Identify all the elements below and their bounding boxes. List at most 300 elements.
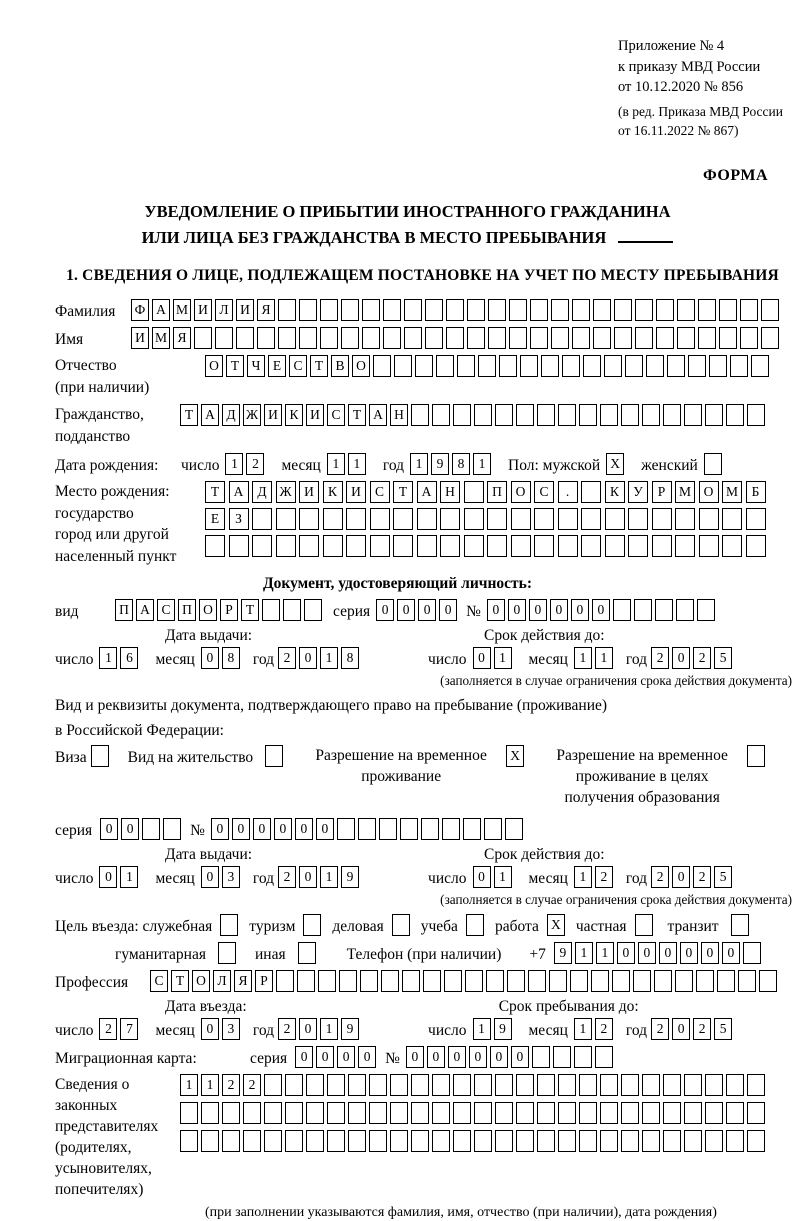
char-cell[interactable]: С	[157, 599, 175, 621]
doc-issue-month-field[interactable]	[201, 647, 243, 669]
char-cell[interactable]: Е	[268, 355, 286, 377]
residence-permit-checkbox[interactable]	[265, 745, 286, 767]
char-cell[interactable]	[516, 404, 534, 426]
purpose-work-checkbox[interactable]	[547, 914, 568, 936]
char-cell[interactable]	[222, 1130, 240, 1152]
char-cell[interactable]: Ж	[276, 481, 296, 503]
char-cell[interactable]: 1	[320, 647, 338, 669]
char-cell[interactable]	[453, 404, 471, 426]
char-cell[interactable]	[558, 535, 578, 557]
char-cell[interactable]	[463, 818, 481, 840]
char-cell[interactable]	[236, 327, 254, 349]
char-cell[interactable]: 5	[714, 866, 732, 888]
char-cell[interactable]	[509, 327, 527, 349]
char-cell[interactable]: 0	[680, 942, 698, 964]
char-cell[interactable]: 0	[295, 1046, 313, 1068]
char-cell[interactable]	[163, 818, 181, 840]
char-cell[interactable]	[257, 327, 275, 349]
permit-series-field[interactable]	[100, 818, 184, 840]
char-cell[interactable]	[722, 535, 742, 557]
char-cell[interactable]	[663, 1130, 681, 1152]
char-cell[interactable]: X	[506, 745, 524, 767]
purpose-humanitarian-checkbox[interactable]	[218, 942, 239, 964]
char-cell[interactable]: О	[205, 355, 223, 377]
char-cell[interactable]	[264, 1074, 282, 1096]
char-cell[interactable]	[635, 299, 653, 321]
char-cell[interactable]	[676, 599, 694, 621]
char-cell[interactable]: 3	[222, 866, 240, 888]
char-cell[interactable]: 8	[222, 647, 240, 669]
char-cell[interactable]: 0	[439, 599, 457, 621]
char-cell[interactable]: .	[558, 481, 578, 503]
char-cell[interactable]	[688, 355, 706, 377]
char-cell[interactable]: 1	[574, 1018, 592, 1040]
char-cell[interactable]	[613, 599, 631, 621]
entry-day-field[interactable]	[99, 1018, 141, 1040]
char-cell[interactable]	[402, 970, 420, 992]
permit-valid-month-field[interactable]	[574, 866, 616, 888]
char-cell[interactable]	[283, 599, 301, 621]
char-cell[interactable]	[278, 327, 296, 349]
char-cell[interactable]: 8	[341, 647, 359, 669]
char-cell[interactable]	[218, 942, 236, 964]
char-cell[interactable]: Т	[171, 970, 189, 992]
char-cell[interactable]	[537, 1074, 555, 1096]
char-cell[interactable]	[722, 508, 742, 530]
char-cell[interactable]	[306, 1102, 324, 1124]
char-cell[interactable]: 9	[431, 453, 449, 475]
char-cell[interactable]	[705, 1130, 723, 1152]
char-cell[interactable]: И	[346, 481, 366, 503]
birthplace-row2-field[interactable]	[205, 508, 769, 530]
char-cell[interactable]: Л	[213, 970, 231, 992]
char-cell[interactable]	[719, 327, 737, 349]
char-cell[interactable]	[697, 599, 715, 621]
char-cell[interactable]	[299, 508, 319, 530]
char-cell[interactable]: 0	[316, 1046, 334, 1068]
char-cell[interactable]	[323, 535, 343, 557]
char-cell[interactable]: 0	[299, 866, 317, 888]
char-cell[interactable]	[558, 1130, 576, 1152]
char-cell[interactable]	[381, 970, 399, 992]
char-cell[interactable]: 3	[222, 1018, 240, 1040]
char-cell[interactable]: И	[264, 404, 282, 426]
char-cell[interactable]	[705, 1074, 723, 1096]
char-cell[interactable]: 0	[397, 599, 415, 621]
char-cell[interactable]	[474, 1102, 492, 1124]
char-cell[interactable]	[579, 1074, 597, 1096]
char-cell[interactable]	[205, 535, 225, 557]
char-cell[interactable]	[298, 942, 316, 964]
char-cell[interactable]	[562, 355, 580, 377]
char-cell[interactable]	[466, 914, 484, 936]
char-cell[interactable]: 9	[554, 942, 572, 964]
char-cell[interactable]	[553, 1046, 571, 1068]
char-cell[interactable]: С	[150, 970, 168, 992]
char-cell[interactable]	[495, 1102, 513, 1124]
birthplace-row3-field[interactable]	[205, 535, 769, 557]
stay-month-field[interactable]	[574, 1018, 616, 1040]
char-cell[interactable]	[264, 1102, 282, 1124]
char-cell[interactable]: 1	[201, 1074, 219, 1096]
char-cell[interactable]: Б	[746, 481, 766, 503]
char-cell[interactable]: Ф	[131, 299, 149, 321]
char-cell[interactable]	[390, 1102, 408, 1124]
char-cell[interactable]: Я	[173, 327, 191, 349]
char-cell[interactable]	[467, 299, 485, 321]
char-cell[interactable]: М	[722, 481, 742, 503]
char-cell[interactable]: Я	[257, 299, 275, 321]
char-cell[interactable]: 9	[341, 866, 359, 888]
char-cell[interactable]	[432, 1102, 450, 1124]
char-cell[interactable]: 0	[99, 866, 117, 888]
char-cell[interactable]	[684, 1102, 702, 1124]
char-cell[interactable]	[605, 508, 625, 530]
char-cell[interactable]: 1	[120, 866, 138, 888]
char-cell[interactable]	[142, 818, 160, 840]
char-cell[interactable]	[621, 1130, 639, 1152]
char-cell[interactable]	[574, 1046, 592, 1068]
char-cell[interactable]: 2	[651, 647, 669, 669]
char-cell[interactable]	[509, 299, 527, 321]
char-cell[interactable]	[593, 299, 611, 321]
char-cell[interactable]: 0	[201, 647, 219, 669]
char-cell[interactable]	[520, 355, 538, 377]
char-cell[interactable]	[341, 327, 359, 349]
char-cell[interactable]: У	[628, 481, 648, 503]
char-cell[interactable]	[600, 1102, 618, 1124]
char-cell[interactable]	[440, 508, 460, 530]
char-cell[interactable]	[358, 818, 376, 840]
char-cell[interactable]: М	[152, 327, 170, 349]
char-cell[interactable]: С	[534, 481, 554, 503]
char-cell[interactable]	[252, 508, 272, 530]
char-cell[interactable]	[516, 1074, 534, 1096]
permit-issue-day-field[interactable]	[99, 866, 141, 888]
char-cell[interactable]	[677, 299, 695, 321]
char-cell[interactable]: К	[285, 404, 303, 426]
char-cell[interactable]: 0	[659, 942, 677, 964]
char-cell[interactable]	[551, 299, 569, 321]
char-cell[interactable]	[432, 1074, 450, 1096]
char-cell[interactable]	[306, 1074, 324, 1096]
char-cell[interactable]: О	[192, 970, 210, 992]
char-cell[interactable]: 2	[651, 1018, 669, 1040]
char-cell[interactable]: 0	[121, 818, 139, 840]
char-cell[interactable]: О	[199, 599, 217, 621]
char-cell[interactable]: 2	[99, 1018, 117, 1040]
char-cell[interactable]: 2	[278, 1018, 296, 1040]
char-cell[interactable]	[633, 970, 651, 992]
char-cell[interactable]	[243, 1130, 261, 1152]
char-cell[interactable]: 1	[494, 647, 512, 669]
char-cell[interactable]: 0	[295, 818, 313, 840]
char-cell[interactable]	[341, 299, 359, 321]
char-cell[interactable]	[276, 535, 296, 557]
char-cell[interactable]	[91, 745, 109, 767]
char-cell[interactable]	[444, 970, 462, 992]
char-cell[interactable]	[746, 535, 766, 557]
char-cell[interactable]	[726, 1130, 744, 1152]
char-cell[interactable]	[297, 970, 315, 992]
char-cell[interactable]	[348, 1074, 366, 1096]
char-cell[interactable]: Н	[440, 481, 460, 503]
char-cell[interactable]	[759, 970, 777, 992]
char-cell[interactable]: Т	[310, 355, 328, 377]
char-cell[interactable]	[719, 299, 737, 321]
char-cell[interactable]	[278, 299, 296, 321]
char-cell[interactable]: М	[675, 481, 695, 503]
char-cell[interactable]	[635, 914, 653, 936]
char-cell[interactable]: М	[173, 299, 191, 321]
char-cell[interactable]	[421, 818, 439, 840]
char-cell[interactable]	[392, 914, 410, 936]
char-cell[interactable]	[486, 970, 504, 992]
char-cell[interactable]: Л	[215, 299, 233, 321]
char-cell[interactable]: 2	[693, 647, 711, 669]
char-cell[interactable]	[593, 327, 611, 349]
char-cell[interactable]	[558, 508, 578, 530]
char-cell[interactable]: 1	[410, 453, 428, 475]
char-cell[interactable]	[327, 1074, 345, 1096]
char-cell[interactable]	[698, 299, 716, 321]
char-cell[interactable]	[704, 453, 722, 475]
char-cell[interactable]	[628, 535, 648, 557]
char-cell[interactable]	[505, 818, 523, 840]
char-cell[interactable]	[346, 508, 366, 530]
char-cell[interactable]	[738, 970, 756, 992]
char-cell[interactable]: 1	[575, 942, 593, 964]
entry-year-field[interactable]	[278, 1018, 362, 1040]
doc-issue-year-field[interactable]	[278, 647, 362, 669]
char-cell[interactable]	[516, 1130, 534, 1152]
char-cell[interactable]: 0	[473, 866, 491, 888]
char-cell[interactable]: 6	[120, 647, 138, 669]
char-cell[interactable]	[467, 327, 485, 349]
char-cell[interactable]	[516, 1102, 534, 1124]
char-cell[interactable]: П	[487, 481, 507, 503]
char-cell[interactable]	[747, 745, 765, 767]
doc-kind-field[interactable]	[115, 599, 325, 621]
char-cell[interactable]	[740, 327, 758, 349]
char-cell[interactable]	[709, 355, 727, 377]
char-cell[interactable]	[487, 535, 507, 557]
char-cell[interactable]	[747, 404, 765, 426]
char-cell[interactable]	[761, 299, 779, 321]
char-cell[interactable]	[453, 1130, 471, 1152]
char-cell[interactable]	[747, 1130, 765, 1152]
char-cell[interactable]	[499, 355, 517, 377]
char-cell[interactable]: 2	[595, 866, 613, 888]
char-cell[interactable]	[549, 970, 567, 992]
char-cell[interactable]: Р	[255, 970, 273, 992]
char-cell[interactable]	[495, 1130, 513, 1152]
char-cell[interactable]	[642, 1074, 660, 1096]
char-cell[interactable]	[453, 1102, 471, 1124]
char-cell[interactable]	[432, 1130, 450, 1152]
char-cell[interactable]	[614, 327, 632, 349]
doc-issue-day-field[interactable]	[99, 647, 141, 669]
char-cell[interactable]	[362, 299, 380, 321]
char-cell[interactable]	[299, 299, 317, 321]
char-cell[interactable]	[423, 970, 441, 992]
char-cell[interactable]: 0	[337, 1046, 355, 1068]
char-cell[interactable]	[634, 599, 652, 621]
char-cell[interactable]: О	[511, 481, 531, 503]
doc-valid-day-field[interactable]	[473, 647, 515, 669]
char-cell[interactable]	[534, 535, 554, 557]
patronymic-field[interactable]	[205, 355, 772, 377]
char-cell[interactable]	[425, 327, 443, 349]
char-cell[interactable]: 7	[120, 1018, 138, 1040]
char-cell[interactable]: 2	[651, 866, 669, 888]
stay-day-field[interactable]	[473, 1018, 515, 1040]
permit-issue-year-field[interactable]	[278, 866, 362, 888]
char-cell[interactable]	[507, 970, 525, 992]
char-cell[interactable]	[285, 1102, 303, 1124]
char-cell[interactable]	[478, 355, 496, 377]
purpose-transit-checkbox[interactable]	[731, 914, 752, 936]
doc-series-field[interactable]	[376, 599, 460, 621]
char-cell[interactable]: 1	[320, 1018, 338, 1040]
char-cell[interactable]	[654, 970, 672, 992]
char-cell[interactable]	[440, 535, 460, 557]
char-cell[interactable]	[264, 1130, 282, 1152]
char-cell[interactable]	[432, 404, 450, 426]
char-cell[interactable]	[635, 327, 653, 349]
char-cell[interactable]	[740, 299, 758, 321]
char-cell[interactable]	[600, 1130, 618, 1152]
char-cell[interactable]	[652, 535, 672, 557]
char-cell[interactable]: 0	[406, 1046, 424, 1068]
char-cell[interactable]	[581, 481, 601, 503]
char-cell[interactable]	[299, 327, 317, 349]
permit-valid-day-field[interactable]	[473, 866, 515, 888]
char-cell[interactable]	[558, 404, 576, 426]
char-cell[interactable]: 1	[574, 647, 592, 669]
char-cell[interactable]: С	[327, 404, 345, 426]
char-cell[interactable]	[415, 355, 433, 377]
char-cell[interactable]: 0	[511, 1046, 529, 1068]
char-cell[interactable]	[425, 299, 443, 321]
char-cell[interactable]: 0	[100, 818, 118, 840]
char-cell[interactable]	[276, 508, 296, 530]
char-cell[interactable]	[591, 970, 609, 992]
char-cell[interactable]: Т	[205, 481, 225, 503]
char-cell[interactable]	[604, 355, 622, 377]
char-cell[interactable]	[265, 745, 283, 767]
birth-month-field[interactable]	[327, 453, 369, 475]
name-field[interactable]	[131, 327, 782, 349]
char-cell[interactable]: 0	[299, 647, 317, 669]
char-cell[interactable]	[464, 481, 484, 503]
char-cell[interactable]	[303, 914, 321, 936]
char-cell[interactable]	[731, 914, 749, 936]
char-cell[interactable]	[717, 970, 735, 992]
char-cell[interactable]: 0	[592, 599, 610, 621]
char-cell[interactable]	[621, 1102, 639, 1124]
purpose-other-checkbox[interactable]	[298, 942, 319, 964]
char-cell[interactable]: 1	[473, 453, 491, 475]
char-cell[interactable]: 1	[574, 866, 592, 888]
char-cell[interactable]	[677, 327, 695, 349]
char-cell[interactable]: 5	[714, 647, 732, 669]
char-cell[interactable]: 1	[494, 866, 512, 888]
char-cell[interactable]	[625, 355, 643, 377]
char-cell[interactable]	[646, 355, 664, 377]
char-cell[interactable]	[320, 327, 338, 349]
purpose-official-checkbox[interactable]	[220, 914, 241, 936]
char-cell[interactable]	[404, 299, 422, 321]
char-cell[interactable]: 2	[693, 866, 711, 888]
char-cell[interactable]	[346, 535, 366, 557]
char-cell[interactable]	[222, 1102, 240, 1124]
char-cell[interactable]: 1	[320, 866, 338, 888]
char-cell[interactable]	[369, 1102, 387, 1124]
char-cell[interactable]	[746, 508, 766, 530]
char-cell[interactable]: А	[417, 481, 437, 503]
char-cell[interactable]: 0	[638, 942, 656, 964]
char-cell[interactable]	[370, 508, 390, 530]
char-cell[interactable]	[579, 404, 597, 426]
char-cell[interactable]	[747, 1074, 765, 1096]
char-cell[interactable]	[698, 327, 716, 349]
char-cell[interactable]	[511, 535, 531, 557]
char-cell[interactable]: К	[605, 481, 625, 503]
char-cell[interactable]	[379, 818, 397, 840]
birth-day-field[interactable]	[225, 453, 267, 475]
char-cell[interactable]	[360, 970, 378, 992]
char-cell[interactable]	[417, 535, 437, 557]
char-cell[interactable]	[393, 535, 413, 557]
char-cell[interactable]	[474, 404, 492, 426]
repr-row3-field[interactable]	[180, 1130, 768, 1152]
char-cell[interactable]: 0	[529, 599, 547, 621]
char-cell[interactable]: Д	[222, 404, 240, 426]
char-cell[interactable]	[612, 970, 630, 992]
char-cell[interactable]	[541, 355, 559, 377]
char-cell[interactable]	[551, 327, 569, 349]
char-cell[interactable]: А	[152, 299, 170, 321]
char-cell[interactable]: 9	[494, 1018, 512, 1040]
char-cell[interactable]	[474, 1130, 492, 1152]
char-cell[interactable]: 0	[490, 1046, 508, 1068]
purpose-tourism-checkbox[interactable]	[303, 914, 324, 936]
char-cell[interactable]	[436, 355, 454, 377]
char-cell[interactable]: 0	[672, 866, 690, 888]
char-cell[interactable]: Т	[226, 355, 244, 377]
char-cell[interactable]	[373, 355, 391, 377]
temp-residence-checkbox[interactable]	[506, 745, 527, 767]
char-cell[interactable]	[411, 1074, 429, 1096]
char-cell[interactable]: 2	[222, 1074, 240, 1096]
doc-valid-year-field[interactable]	[651, 647, 735, 669]
char-cell[interactable]	[663, 1074, 681, 1096]
char-cell[interactable]	[495, 1074, 513, 1096]
char-cell[interactable]	[705, 1102, 723, 1124]
sex-female-checkbox[interactable]	[704, 453, 725, 475]
char-cell[interactable]: Т	[180, 404, 198, 426]
char-cell[interactable]: 0	[487, 599, 505, 621]
char-cell[interactable]: 0	[232, 818, 250, 840]
char-cell[interactable]	[726, 1074, 744, 1096]
char-cell[interactable]: 0	[473, 647, 491, 669]
char-cell[interactable]: 2	[595, 1018, 613, 1040]
char-cell[interactable]	[484, 818, 502, 840]
char-cell[interactable]	[393, 508, 413, 530]
char-cell[interactable]	[320, 299, 338, 321]
char-cell[interactable]	[465, 970, 483, 992]
